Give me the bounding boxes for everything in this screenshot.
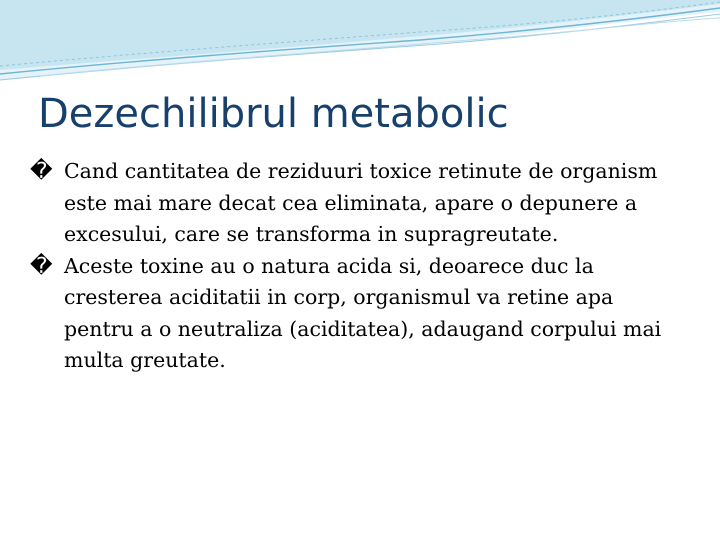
bullet-item <box>30 156 680 251</box>
bullet-text: Aceste toxine au o natura acida si, deoarece duc la cresterea aciditatii in corp, organismul va retine apa pentru a o neutraliza (aciditatea), adaugand corpului mai multa greutate. <box>64 253 662 372</box>
wave-band <box>0 0 720 70</box>
bullet-item <box>30 251 680 377</box>
bullet-text: Cand cantitatea de reziduuri toxice retinute de organism este mai mare decat cea eliminata, apare o depunere a excesului, care se transforma in supragreutate. <box>64 159 658 246</box>
bullet-list <box>30 156 680 377</box>
decorative-wave-header <box>0 0 720 90</box>
bullet-marker-icon: � <box>30 253 53 279</box>
bullet-marker-icon: � <box>30 159 53 184</box>
slide-title: Dezechilibrul metabolic <box>38 91 509 137</box>
